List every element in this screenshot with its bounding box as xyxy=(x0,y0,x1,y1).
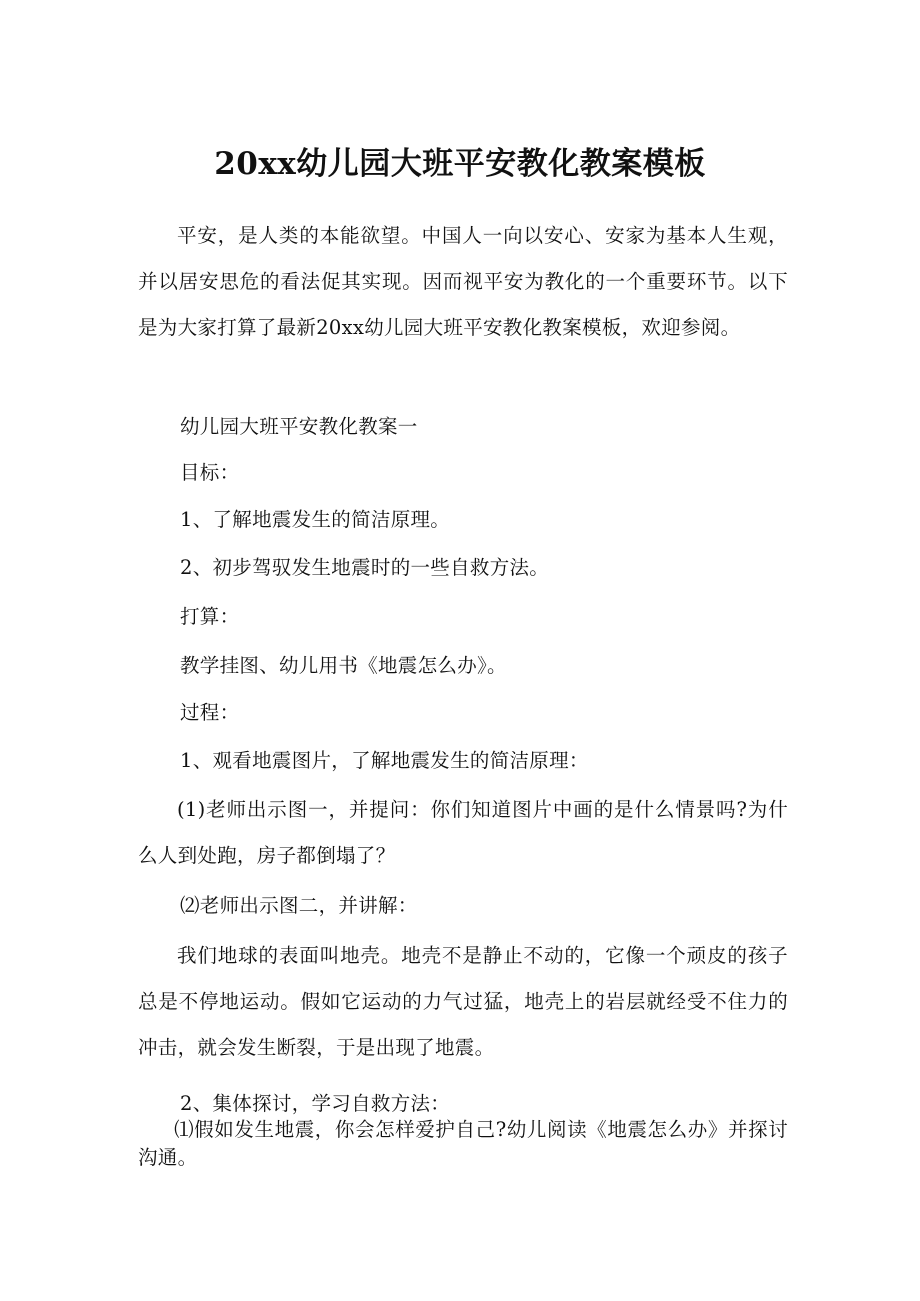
section-heading: 幼儿园大班平安教化教案一 xyxy=(180,415,418,438)
intro-paragraph: 平安，是人类的本能欲望。中国人一向以安心、安家为基本人生观，并以居安思危的看法促其实现。因而视平安为教化的一个重要环节。以下是为大家打算了最新20xx幼儿园大班平安教化教案模板，欢迎参阅。 xyxy=(138,224,788,339)
process-label: 过程： xyxy=(180,701,240,724)
step-2: 2、集体探讨，学习自救方法： xyxy=(180,1092,451,1115)
goal-item-1: 1、了解地震发生的简洁原理。 xyxy=(180,508,451,531)
step-1-b: ⑵老师出示图二，并讲解： xyxy=(180,894,418,917)
document-title: 20xx幼儿园大班平安教化教案模板 xyxy=(214,146,706,182)
goal-label: 目标： xyxy=(180,461,240,484)
step-2-a: ⑴假如发生地震，你会怎样爱护自己?幼儿阅读《地震怎么办》并探讨沟通。 xyxy=(138,1118,788,1169)
goal-item-2: 2、初步驾驭发生地震时的一些自救方法。 xyxy=(180,556,550,579)
step-1: 1、观看地震图片，了解地震发生的简洁原理： xyxy=(180,749,589,772)
prep-label: 打算： xyxy=(180,605,240,628)
step-1-a: (1)老师出示图一，并提问：你们知道图片中画的是什么情景吗?为什么人到处跑，房子都倒塌了？ xyxy=(138,798,788,867)
prep-text: 教学挂图、幼儿用书《地震怎么办》。 xyxy=(180,654,507,677)
step-1-b-text: 我们地球的表面叫地壳。地壳不是静止不动的，它像一个顽皮的孩子总是不停地运动。假如它运动的力气过猛，地壳上的岩层就经受不住力的冲击，就会发生断裂，于是出现了地震。 xyxy=(138,944,788,1059)
